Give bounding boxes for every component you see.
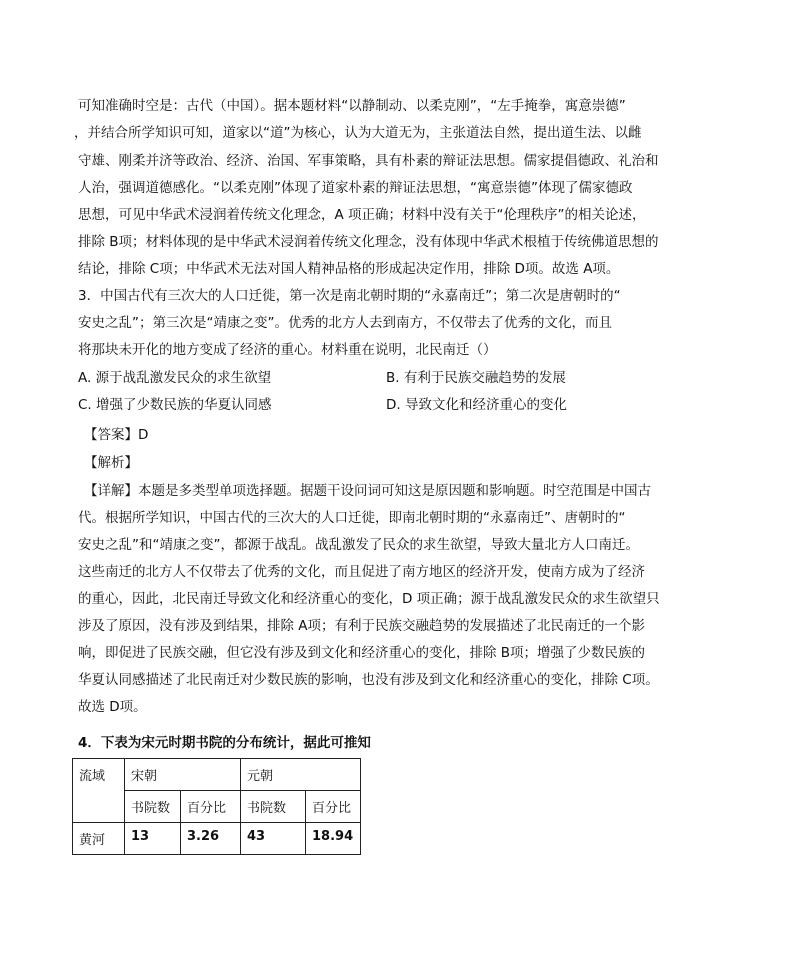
question-stem-line: 3．中国古代有三次大的人口迁徙，第一次是南北朝时期的“永嘉南迁”；第二次是唐朝时的“ — [78, 288, 621, 304]
detail-line: 这些南迁的北方人不仅带去了优秀的文化，而且促进了南方地区的经济开发，使南方成为了经济 — [78, 564, 645, 580]
question-stem-line: 安史之乱”；第三次是“靖康之变”。优秀的北方人去到南方，不仅带去了优秀的文化，而且 — [78, 315, 612, 331]
detail-line: 华夏认同感描述了北民南迁对少数民族的影响，也没有涉及到文化和经济重心的变化，排除 C项。 — [78, 672, 659, 688]
question-stem-line: 4．下表为宋元时期书院的分布统计，据此可推知 — [78, 735, 371, 751]
option-a: A. 源于战乱激发民众的求生欲望 — [78, 370, 272, 386]
detail-line: 的重心，因此，北民南迁导致文化和经济重心的变化，D 项正确；源于战乱激发民众的求生欲望只 — [78, 591, 660, 607]
detail-line: 故选 D项。 — [78, 699, 147, 715]
detail-line: 【详解】本题是多类型单项选择题。据题干设问词可知这是原因题和影响题。时空范围是中国古 — [84, 483, 651, 499]
table-header-cell: 元朝 — [241, 759, 361, 791]
table-cell: 18.94 — [306, 823, 361, 855]
table-cell: 黄河 — [73, 823, 125, 855]
paragraph-line: 排除 B项；材料体现的是中华武术浸润着传统文化理念，没有体现中华武术根植于传统佛道思想的 — [78, 234, 659, 250]
option-d: D. 导致文化和经济重心的变化 — [386, 397, 567, 413]
table-subheader-cell: 百分比 — [306, 791, 361, 823]
paragraph-line: 可知准确时空是：古代（中国）。据本题材料“以静制动、以柔克刚”，“左手掩拳，寓意崇德” — [78, 98, 626, 114]
paragraph-line: ，并结合所学知识可知，道家以“道”为核心，认为大道无为，主张道法自然，提出道生法、以雌 — [74, 125, 642, 141]
table-cell: 43 — [241, 823, 306, 855]
option-c: C. 增强了少数民族的华夏认同感 — [78, 397, 272, 413]
paragraph-line: 结论，排除 C项；中华武术无法对国人精神品格的形成起决定作用，排除 D项。故选 A项。 — [78, 261, 620, 277]
academy-distribution-table — [72, 758, 361, 855]
detail-line: 代。根据所学知识，中国古代的三次大的人口迁徙，即南北朝时期的“永嘉南迁”、唐朝时的“ — [78, 510, 626, 526]
table-subheader-cell: 书院数 — [125, 791, 181, 823]
table-header-cell: 宋朝 — [125, 759, 241, 791]
table-header-cell: 流域 — [73, 759, 125, 823]
paragraph-line: 思想，可见中华武术浸润着传统文化理念，A 项正确；材料中没有关于“伦理秩序”的相关论述， — [78, 207, 646, 223]
table-subheader-cell: 百分比 — [181, 791, 241, 823]
option-b: B. 有利于民族交融趋势的发展 — [386, 370, 566, 386]
detail-line: 安史之乱”和“靖康之变”，都源于战乱。战乱激发了民众的求生欲望，导致大量北方人口南迁。 — [78, 537, 639, 553]
table-row — [73, 759, 361, 791]
analysis-label: 【解析】 — [84, 455, 138, 471]
question-stem-line: 将那块未开化的地方变成了经济的重心。材料重在说明，北民南迁（） — [78, 342, 497, 358]
table-subheader-cell: 书院数 — [241, 791, 306, 823]
table-row — [73, 823, 361, 855]
answer-label: 【答案】D — [84, 427, 149, 443]
table-cell: 13 — [125, 823, 181, 855]
detail-line: 涉及了原因，没有涉及到结果，排除 A项；有利于民族交融趋势的发展描述了北民南迁的一个影 — [78, 618, 646, 634]
detail-line: 响，即促进了民族交融，但它没有涉及到文化和经济重心的变化，排除 B项；增强了少数民族的 — [78, 645, 646, 661]
table-cell: 3.26 — [181, 823, 241, 855]
paragraph-line: 人治，强调道德感化。“以柔克刚”体现了道家朴素的辩证法思想，“寓意崇德”体现了儒家德政 — [78, 180, 633, 196]
paragraph-line: 守雄、刚柔并济等政治、经济、治国、军事策略，具有朴素的辩证法思想。儒家提倡德政、礼治和 — [78, 153, 659, 169]
